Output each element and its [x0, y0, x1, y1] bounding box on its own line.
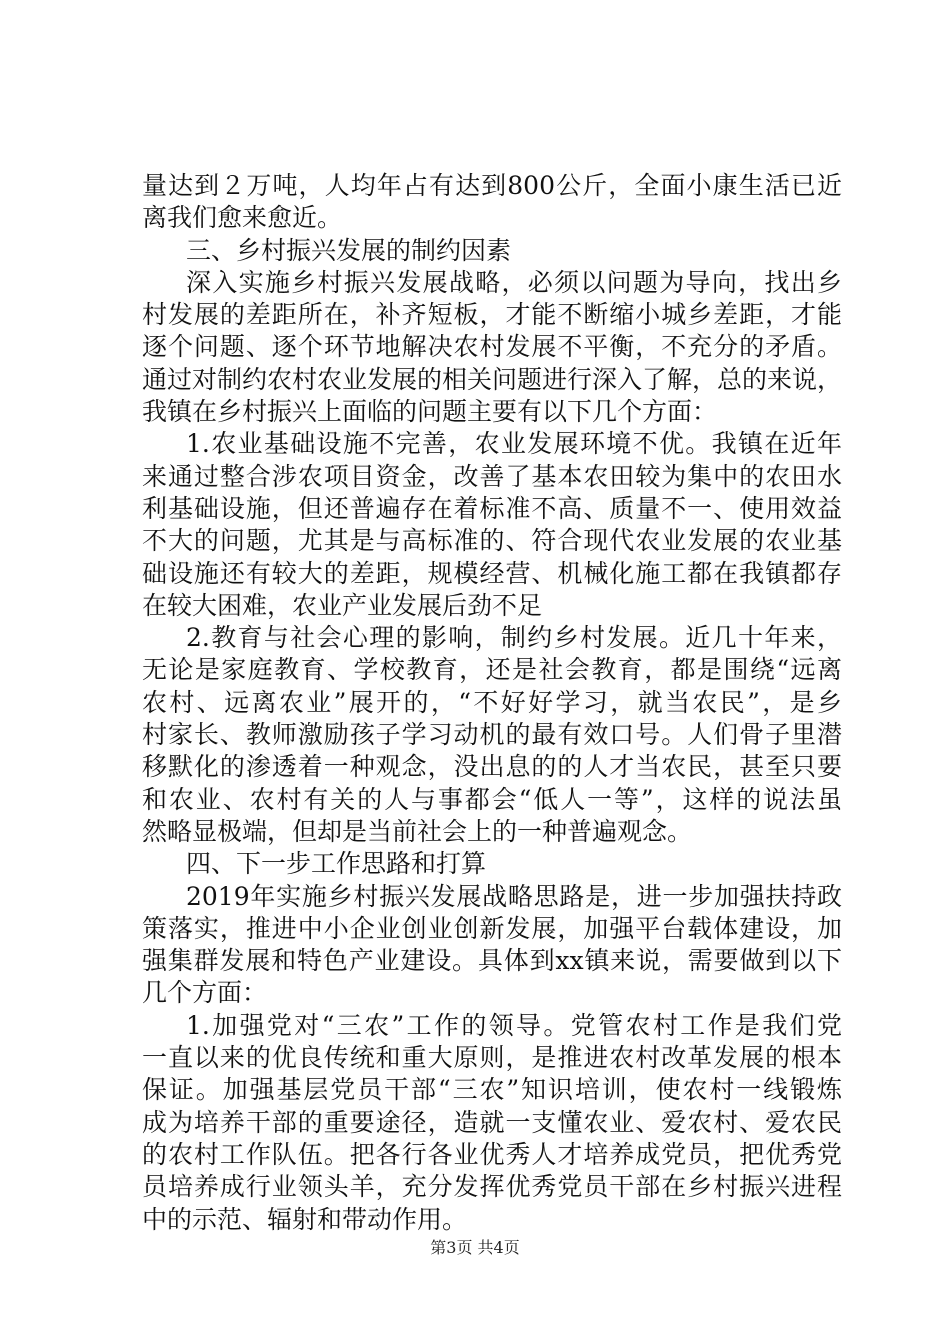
text-line: 四、下一步工作思路和打算 — [186, 849, 487, 879]
text-line: 保证。加强基层党员干部“三农”知识培训，使农村一线锻炼 — [142, 1075, 842, 1105]
text-line: 1.加强党对“三农”工作的领导。党管农村工作是我们党 — [186, 1010, 842, 1040]
text-line: 村家长、教师激励孩子学习动机的最有效口号。人们骨子里潜 — [142, 720, 842, 750]
text-line: 中的示范、辐射和带动作用。 — [142, 1204, 468, 1234]
text-line: 2019年实施乡村振兴发展战略思路是，进一步加强扶持政 — [186, 881, 842, 911]
text-line: 1.农业基础设施不完善，农业发展环境不优。我镇在近年 — [186, 429, 842, 459]
text-line: 量达到２万吨，人均年占有达到800公斤，全面小康生活已近 — [142, 171, 842, 200]
text-line: 农村、远离农业”展开的，“不好好学习，就当农民”，是乡 — [142, 687, 842, 717]
text-line: 逐个问题、逐个环节地解决农村发展不平衡，不充分的矛盾。 — [142, 332, 842, 362]
text-line: 我镇在乡村振兴上面临的问题主要有以下几个方面： — [142, 397, 718, 427]
page-footer: 第3页 共4页 — [430, 1238, 520, 1257]
text-line: 强集群发展和特色产业建设。具体到xx镇来说，需要做到以下 — [142, 946, 842, 976]
text-line: 深入实施乡村振兴发展战略，必须以问题为导向，找出乡 — [186, 267, 842, 297]
text-line: 无论是家庭教育、学校教育，还是社会教育，都是围绕“远离 — [142, 655, 842, 685]
text-line: 几个方面： — [142, 978, 268, 1008]
text-line: 2.教育与社会心理的影响，制约乡村发展。近几十年来， — [186, 623, 842, 653]
text-line: 来通过整合涉农项目资金，改善了基本农田较为集中的农田水 — [142, 461, 842, 491]
text-line: 在较大困难，农业产业发展后劲不足 — [142, 590, 543, 620]
document-body — [142, 170, 842, 1236]
text-line: 移默化的渗透着一种观念，没出息的的人才当农民，甚至只要 — [142, 752, 842, 782]
text-line: 员培养成行业领头羊，充分发挥优秀党员干部在乡村振兴进程 — [142, 1172, 842, 1202]
text-line: 策落实，推进中小企业创业创新发展，加强平台载体建设，加 — [142, 913, 842, 943]
text-line: 础设施还有较大的差距，规模经营、机械化施工都在我镇都存 — [142, 558, 842, 588]
text-line: 村发展的差距所在，补齐短板，才能不断缩小城乡差距，才能 — [142, 300, 842, 330]
text-line: 和农业、农村有关的人与事都会“低人一等”，这样的说法虽 — [142, 784, 842, 814]
text-line: 成为培养干部的重要途径，造就一支懂农业、爱农村、爱农民 — [142, 1107, 842, 1137]
text-line: 的农村工作队伍。把各行各业优秀人才培养成党员，把优秀党 — [142, 1139, 842, 1169]
text-line: 然略显极端，但却是当前社会上的一种普遍观念。 — [142, 816, 693, 846]
text-line: 不大的问题，尤其是与高标准的、符合现代农业发展的农业基 — [142, 526, 842, 556]
text-line: 三、乡村振兴发展的制约因素 — [186, 235, 512, 265]
text-line: 利基础设施，但还普遍存在着标准不高、质量不一、使用效益 — [142, 493, 842, 523]
text-line: 通过对制约农村农业发展的相关问题进行深入了解，总的来说， — [142, 364, 843, 394]
text-line: 一直以来的优良传统和重大原则，是推进农村改革发展的根本 — [142, 1043, 842, 1073]
text-line: 离我们愈来愈近。 — [142, 203, 343, 233]
